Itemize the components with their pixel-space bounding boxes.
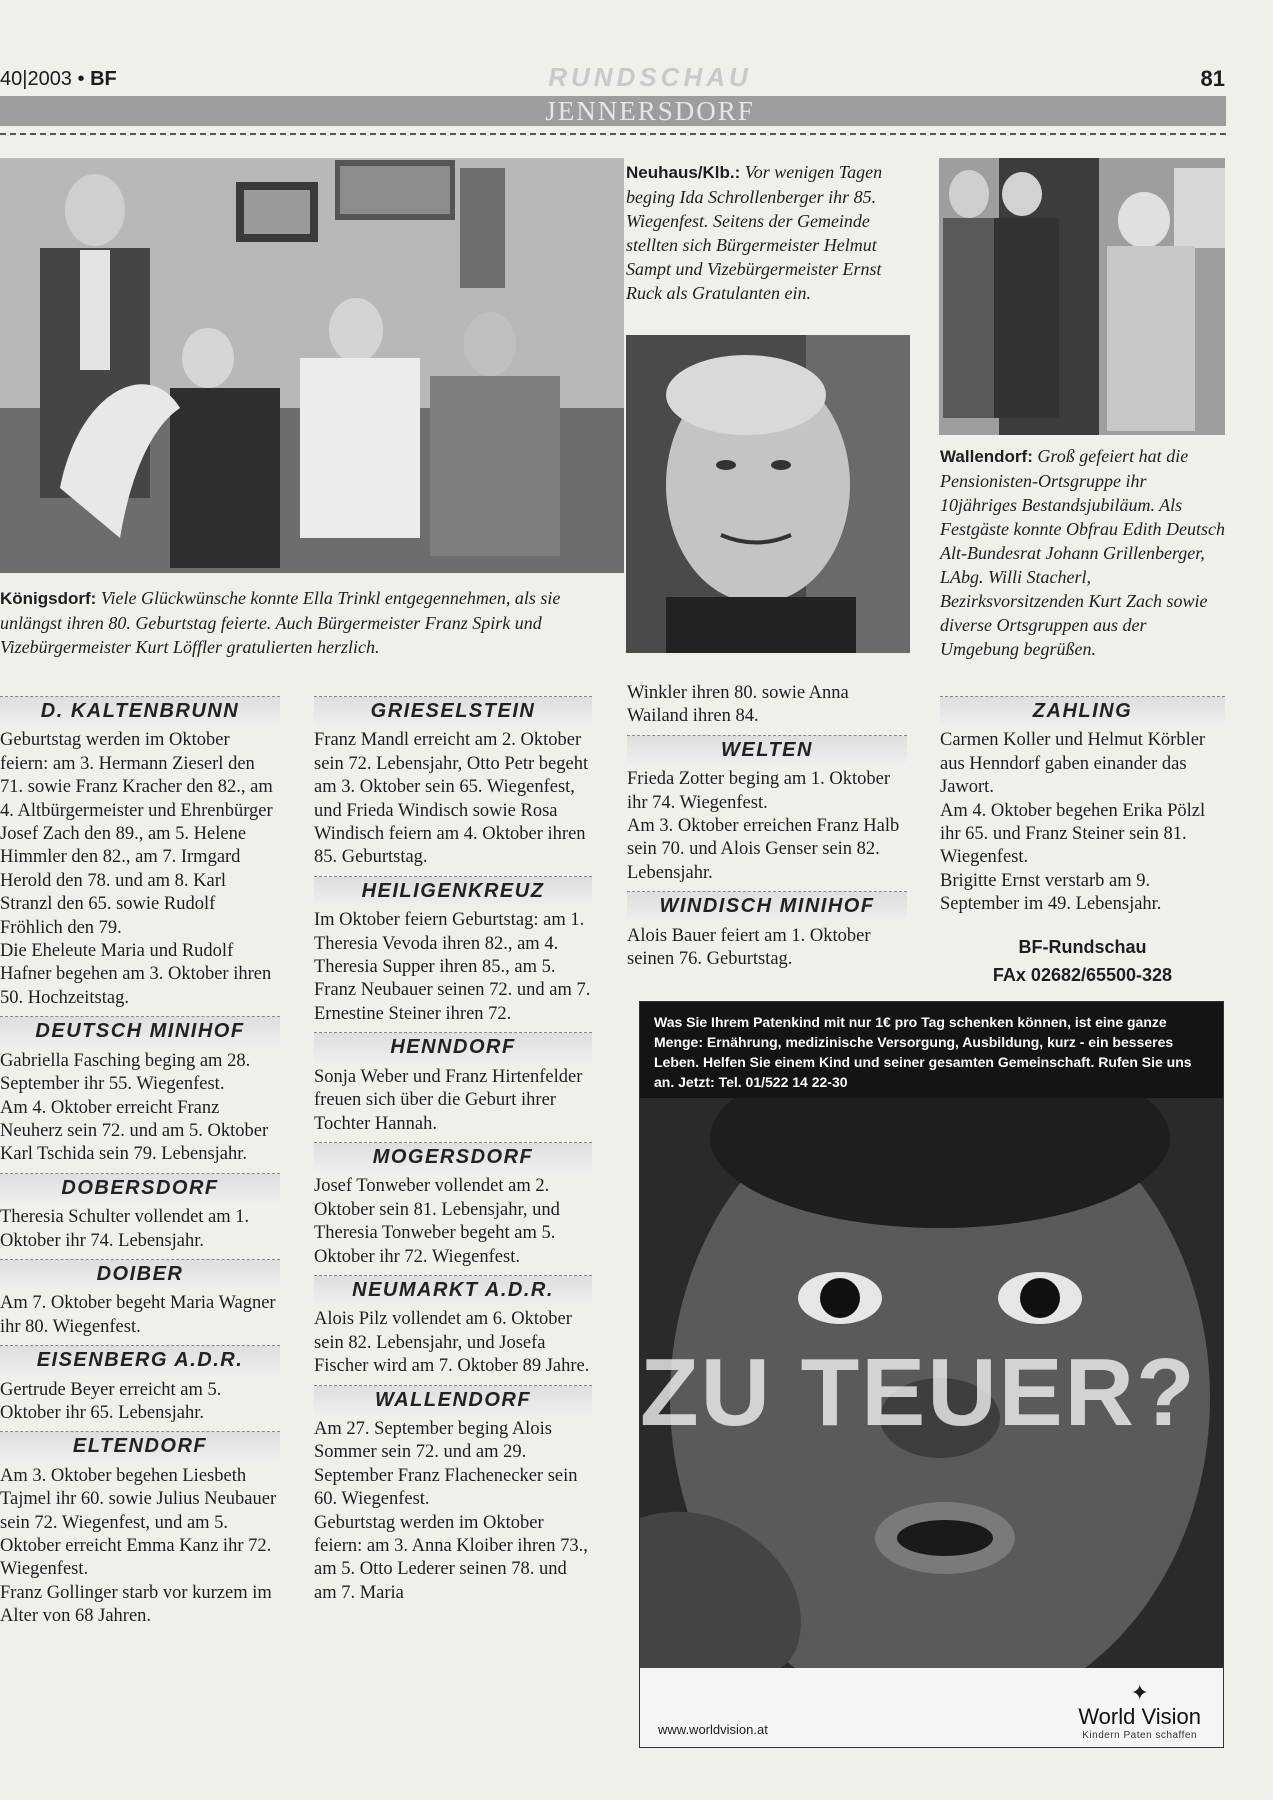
section-heading: ELTENDORF	[0, 1431, 280, 1460]
ad-photo	[640, 1098, 1223, 1668]
photo-wallendorf	[939, 158, 1225, 435]
section-heading: HEILIGENKREUZ	[314, 876, 592, 905]
paragraph: Frieda Zotter beging am 1. Oktober ihr 74. Wiegenfest.	[627, 769, 891, 813]
world-vision-logo	[1078, 1682, 1201, 1741]
section-heading: D. KALTENBRUNN	[0, 696, 280, 725]
star-icon: ✦	[1130, 1680, 1149, 1705]
contact-block	[940, 933, 1225, 989]
world-vision-ad	[639, 1001, 1224, 1748]
paragraph: Josef Tonweber vollendet am 2. Oktober sein 81. Lebensjahr, und Theresia Tonweber begeht am 5. Oktober ihr 72. Wiegenfest.	[314, 1176, 560, 1267]
page-number: 81	[1200, 66, 1225, 91]
paragraph: Am 7. Oktober begeht Maria Wagner ihr 80. Wiegenfest.	[0, 1293, 276, 1337]
section-heading: NEUMARKT A.D.R.	[314, 1275, 592, 1304]
header-divider	[0, 133, 1226, 135]
paragraph: Alois Pilz vollendet am 6. Oktober sein 82. Lebensjahr, und Josefa Fischer wird am 7. Oktober 89 Jahre.	[314, 1309, 590, 1377]
paragraph: Am 4. Oktober erreicht Franz Neuherz sein 72. und am 5. Oktober Karl Tschida sein 79. Lebensjahr.	[0, 1097, 269, 1165]
publication-title: RUNDSCHAU	[548, 62, 752, 92]
caption-place: Königsdorf:	[0, 589, 97, 608]
paragraph: Am 3. Oktober erreichen Franz Halb sein 70. und Alois Genser sein 82. Lebensjahr.	[627, 816, 900, 883]
logo-tagline: Kindern Paten schaffen	[1082, 1730, 1198, 1741]
paragraph: Franz Gollinger starb vor kurzem im Alter von 68 Jahren.	[0, 1582, 272, 1627]
column-3	[627, 682, 907, 971]
ad-text: Was Sie Ihrem Patenkind mit nur 1€ pro Tag schenken können, ist eine ganze Menge: Ernährung, medizinische Versorgung, Ausbildung, kurz - ein besseres Leben. Helfen Sie einem Kind und seiner gesamten Gemeinschaft. Rufen Sie uns an. Jetzt: Tel. 01/522 14 22-30	[654, 1014, 1192, 1090]
section-heading: EISENBERG A.D.R.	[0, 1345, 280, 1374]
caption-place: Wallendorf:	[940, 447, 1033, 466]
paragraph: Alois Bauer feiert am 1. Oktober seinen 76. Geburtstag.	[627, 925, 871, 970]
paragraph: Brigitte Ernst verstarb am 9. September im 49. Lebensjahr.	[940, 870, 1162, 915]
photo-neuhaus	[626, 335, 910, 653]
paragraph: Gabriella Fasching beging am 28. September ihr 55. Wiegenfest.	[0, 1050, 251, 1095]
photo-koenigsdorf	[0, 158, 624, 573]
ad-headline: ZU TEUER?	[640, 1339, 1197, 1446]
section-heading: DEUTSCH MINIHOF	[0, 1016, 280, 1045]
brand-label: BF	[90, 68, 117, 90]
caption-place: Neuhaus/Klb.:	[626, 163, 741, 182]
section-heading: WINDISCH MINIHOF	[627, 891, 907, 920]
issue-number: 40|2003 •	[0, 68, 85, 90]
column-1	[0, 690, 280, 1629]
ad-footer	[640, 1668, 1223, 1747]
paragraph: Am 4. Oktober begehen Erika Pölzl ihr 65. und Franz Steiner sein 81. Wiegenfest.	[940, 800, 1206, 868]
section-heading: DOIBER	[0, 1259, 280, 1288]
paragraph: Franz Mandl erreicht am 2. Oktober sein 72. Lebensjahr, Otto Petr begeht am 3. Oktober sein 65. Wiegenfest, und Frieda Windisch sowie Rosa Windisch feiern am 4. Oktober ihren 85. Geburtstag.	[314, 730, 589, 868]
section-heading: GRIESELSTEIN	[314, 696, 592, 725]
caption-text: Vor wenigen Tagen beging Ida Schrollenberger ihr 85. Wiegenfest. Seitens der Gemeinde stellten sich Bürgermeister Helmut Sampt und Vizebürgermeister Ernst Ruck als Gratulanten ein.	[626, 162, 883, 303]
section-heading: HENNDORF	[314, 1032, 592, 1061]
section-title: JENNERSDORF	[545, 96, 755, 126]
paragraph: Winkler ihren 80. sowie Anna Wailand ihren 84.	[627, 683, 849, 727]
paragraph: Gertrude Beyer erreicht am 5. Oktober ihr 65. Lebensjahr.	[0, 1379, 222, 1423]
caption-neuhaus	[626, 160, 916, 305]
column-4	[940, 690, 1225, 989]
section-heading: WELTEN	[627, 735, 907, 764]
column-2	[314, 690, 592, 1605]
section-heading: WALLENDORF	[314, 1385, 592, 1414]
paragraph: Sonja Weber und Franz Hirtenfelder freuen sich über die Geburt ihrer Tochter Hannah.	[314, 1066, 583, 1134]
section-heading: MOGERSDORF	[314, 1142, 592, 1171]
caption-text: Viele Glückwünsche konnte Ella Trinkl entgegennehmen, als sie unlängst ihren 80. Geburtstag feierte. Auch Bürgermeister Franz Spirk und Vizebürgermeister Kurt Löffler gratulierten herzlich.	[0, 588, 561, 657]
caption-wallendorf	[940, 444, 1225, 661]
paragraph: Die Eheleute Maria und Rudolf Hafner begehen am 3. Oktober ihren 50. Hochzeitstag.	[0, 941, 272, 1008]
contact-name: BF-Rundschau	[1018, 936, 1147, 957]
logo-brand: World Vision	[1078, 1704, 1201, 1729]
caption-text: Groß gefeiert hat die Pensionisten-Ortsgruppe ihr 10jähriges Bestandsjubiläum. Als Festgäste konnte Obfrau Edith Deutsch Alt-Bundesrat Johann Grillenberger, LAbg. Willi Stacherl, Bezirksvorsitzenden Kurt Zach sowie diverse Ortsgruppen aus der Umgebung begrüßen.	[940, 446, 1225, 659]
paragraph: Geburtstag werden im Oktober feiern: am 3. Hermann Zieserl den 71. sowie Franz Kracher den 82., am 4. Altbürgermeister und Ehrenbürger Josef Zach den 89., am 5. Helene Himmler den 82., am 7. Irmgard Herold den 78. und am 8. Karl Stranzl den 65. sowie Rudolf Fröhlich den 79.	[0, 730, 273, 938]
paragraph: Im Oktober feiern Geburtstag: am 1. Theresia Vevoda ihren 82., am 4. Theresia Supper ihren 85., am 5. Franz Neubauer seinen 72. und am 7. Ernestine Steiner ihren 72.	[314, 910, 591, 1024]
section-heading: DOBERSDORF	[0, 1173, 280, 1202]
paragraph: Carmen Koller und Helmut Körbler aus Henndorf gaben einander das Jawort.	[940, 730, 1206, 798]
paragraph: Am 27. September beging Alois Sommer sein 72. und am 29. September Franz Flachenecker sein 60. Wiegenfest.	[314, 1418, 578, 1510]
caption-koenigsdorf	[0, 586, 620, 659]
paragraph: Am 3. Oktober begehen Liesbeth Tajmel ihr 60. sowie Julius Neubauer sein 72. Wiegenfest, und am 5. Oktober erreicht Emma Kanz ihr 72. Wiegenfest.	[0, 1465, 277, 1580]
issue-info	[0, 68, 117, 91]
section-heading: ZAHLING	[940, 696, 1225, 725]
ad-url[interactable]: www.worldvision.at	[658, 1722, 768, 1737]
ad-text-box	[640, 1002, 1223, 1098]
paragraph: Geburtstag werden im Oktober feiern: am 3. Anna Kloiber ihren 73., am 5. Otto Lederer seinen 78. und am 7. Maria	[314, 1512, 588, 1603]
paragraph: Theresia Schulter vollendet am 1. Oktober ihr 74. Lebensjahr.	[0, 1207, 250, 1251]
contact-fax: FAx 02682/65500-328	[992, 964, 1173, 985]
